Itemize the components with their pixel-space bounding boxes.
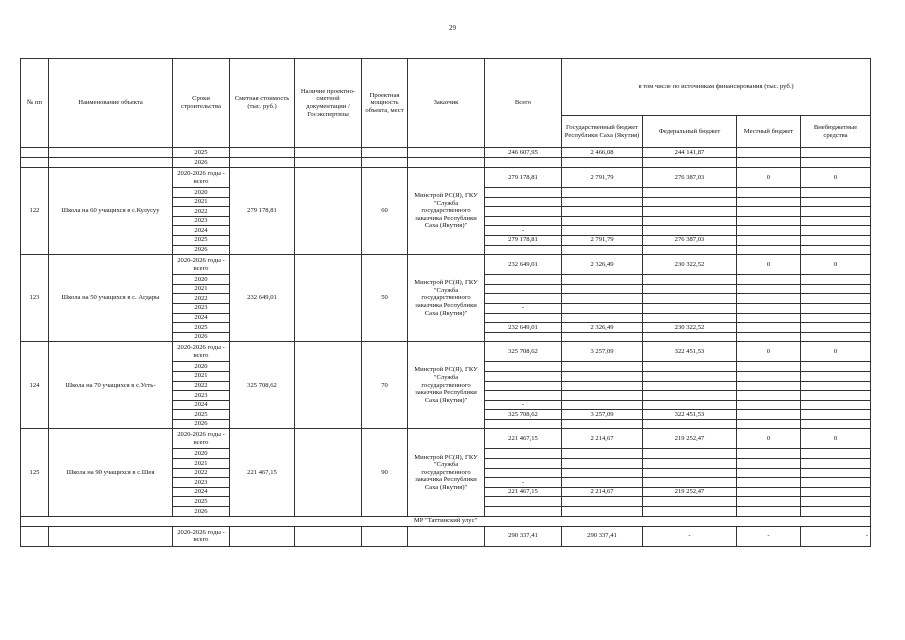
local-cell [737,332,801,342]
cell-customer [408,158,485,168]
state-cell [562,507,643,517]
local-cell [737,419,801,429]
extra-cell [801,487,871,497]
local-cell [737,207,801,217]
federal-cell [643,497,737,507]
total-cell [485,197,562,207]
cell-docs [295,526,362,546]
cell-name [49,158,173,168]
cell-cost [230,158,295,168]
cell-docs [295,148,362,158]
extra-cell [801,284,871,294]
local-cell [737,487,801,497]
header-num: № пп [21,59,49,148]
federal-cell [643,294,737,304]
state-cell [562,313,643,323]
cell-name [49,148,173,158]
federal-cell [643,459,737,469]
federal-cell [643,332,737,342]
extra-cell [801,303,871,313]
table-row [21,255,871,275]
local-cell [737,303,801,313]
state-cell [562,303,643,313]
year-cell: 2025 [173,497,230,507]
year-cell: 2024 [173,400,230,410]
total-cell [485,332,562,342]
local-cell [737,362,801,372]
extra-cell [801,323,871,333]
project-docs [295,429,362,516]
local-cell [737,235,801,245]
total-cell [485,216,562,226]
page-number: 29 [449,24,456,32]
extra-cell [801,158,871,168]
total-cell [485,449,562,459]
project-docs [295,342,362,429]
extra-cell [801,449,871,459]
project-cost: 232 649,01 [230,255,295,342]
federal-cell [643,158,737,168]
project-capacity: 50 [362,255,408,342]
extra-cell [801,468,871,478]
extra-cell [801,216,871,226]
local-cell [737,245,801,255]
header-name: Наименование объекта [49,59,173,148]
cell-num [21,148,49,158]
state-total-cell: 2 326,49 [562,255,643,275]
state-cell [562,419,643,429]
total-cell [485,188,562,198]
total-cell: - [485,478,562,488]
year-cell: 2024 [173,487,230,497]
total-cell: - [485,226,562,236]
project-customer: Минстрой РС(Я), ГКУ "Служба государственного заказчика Республики Саха (Якутия)" [408,429,485,516]
total-cell [485,207,562,217]
federal-cell: 276 387,03 [643,235,737,245]
total-total-cell: 232 649,01 [485,255,562,275]
state-cell: 2 466,08 [562,148,643,158]
state-cell [562,216,643,226]
federal-cell [643,226,737,236]
federal-cell [643,419,737,429]
state-total-cell: 2 791,79 [562,168,643,188]
year-cell: 2026 [173,332,230,342]
state-cell [562,197,643,207]
state-total-cell: 3 257,09 [562,342,643,362]
table-row [21,158,871,168]
federal-total-cell: 276 387,03 [643,168,737,188]
federal-cell [643,362,737,372]
year-cell: 2023 [173,303,230,313]
state-cell [562,449,643,459]
project-docs [295,255,362,342]
local-total-cell: 0 [737,429,801,449]
local-cell [737,478,801,488]
table-row [21,526,871,546]
cell-num [21,158,49,168]
state-cell: 3 257,09 [562,410,643,420]
local-cell [737,158,801,168]
year-cell: 2023 [173,391,230,401]
cell-customer [408,148,485,158]
federal-cell [643,371,737,381]
extra-cell [801,148,871,158]
total-cell: 279 178,81 [485,235,562,245]
total-cell [485,294,562,304]
local-cell [737,188,801,198]
federal-total-cell: 230 322,52 [643,255,737,275]
total-cell: 246 607,95 [485,148,562,158]
total-total-cell: 325 708,62 [485,342,562,362]
year-cell: 2024 [173,226,230,236]
extra-cell [801,497,871,507]
federal-total-cell: 219 252,47 [643,429,737,449]
total-label: 2020-2026 годы - всего [173,342,230,362]
local-cell [737,226,801,236]
state-cell [562,497,643,507]
federal-cell [643,245,737,255]
extra-cell [801,507,871,517]
cell-docs [295,158,362,168]
project-capacity: 70 [362,342,408,429]
project-num: 125 [21,429,49,516]
total-cell: 325 708,62 [485,410,562,420]
federal-cell [643,188,737,198]
year-cell: 2026 [173,245,230,255]
local-total-cell: 0 [737,342,801,362]
extra-total-cell: 0 [801,429,871,449]
local-cell [737,197,801,207]
year-cell: 2025 [173,410,230,420]
project-name: Школа на 70 учащихся в с.Усть- [49,342,173,429]
state-cell [562,275,643,285]
federal-cell [643,313,737,323]
total-total-cell: 221 467,15 [485,429,562,449]
year-cell: 2022 [173,294,230,304]
year-cell: 2022 [173,207,230,217]
extra-cell [801,419,871,429]
year-cell: 2020 [173,449,230,459]
local-cell [737,449,801,459]
project-cost: 279 178,81 [230,168,295,255]
total-cell [485,158,562,168]
total-cell [485,507,562,517]
extra-cell [801,207,871,217]
total-cell [485,313,562,323]
year-cell: 2022 [173,381,230,391]
state-cell [562,294,643,304]
federal-cell [643,391,737,401]
extra-cell [801,313,871,323]
header-state: Государственный бюджет Республики Саха (Якутия) [562,116,643,148]
local-cell [737,400,801,410]
federal-cell [643,478,737,488]
header-capacity: Проектная мощность объекта, мест [362,59,408,148]
cell-cost [230,148,295,158]
extra-cell: - [801,526,871,546]
table-row [21,148,871,158]
project-name: Школа на 50 учащихся в с. Агдары [49,255,173,342]
project-num: 123 [21,255,49,342]
state-cell [562,459,643,469]
year-cell: 2023 [173,478,230,488]
total-cell [485,468,562,478]
total-cell [485,381,562,391]
total-label: 2020-2026 годы - всего [173,429,230,449]
extra-cell [801,391,871,401]
total-cell: 221 467,15 [485,487,562,497]
local-cell [737,284,801,294]
year-cell: 2026 [173,419,230,429]
project-capacity: 90 [362,429,408,516]
extra-cell [801,188,871,198]
financing-table [20,58,871,547]
state-cell [562,332,643,342]
project-num: 122 [21,168,49,255]
project-customer: Минстрой РС(Я), ГКУ "Служба государственного заказчика Республики Саха (Якутия)" [408,255,485,342]
extra-cell [801,294,871,304]
federal-cell [643,275,737,285]
state-cell [562,478,643,488]
table-row [21,168,871,188]
extra-cell [801,381,871,391]
federal-cell [643,216,737,226]
year-cell: 2021 [173,371,230,381]
federal-cell [643,381,737,391]
local-total-cell: 0 [737,255,801,275]
extra-total-cell: 0 [801,342,871,362]
extra-total-cell: 0 [801,255,871,275]
federal-cell: 244 141,87 [643,148,737,158]
extra-cell [801,410,871,420]
state-cell [562,391,643,401]
federal-cell: 322 451,53 [643,410,737,420]
federal-cell: 230 322,52 [643,323,737,333]
local-cell [737,313,801,323]
local-cell [737,507,801,517]
total-cell: - [485,303,562,313]
cell-name [49,526,173,546]
header-docs: Наличие проектно-сметной документации /Госэкспертизы [295,59,362,148]
cell-capacity [362,526,408,546]
extra-cell [801,226,871,236]
header-terms: Сроки строительства [173,59,230,148]
local-cell [737,459,801,469]
cell-cost [230,526,295,546]
project-cost: 325 708,62 [230,342,295,429]
local-cell [737,391,801,401]
project-customer: Минстрой РС(Я), ГКУ "Служба государственного заказчика Республики Саха (Якутия)" [408,342,485,429]
local-cell [737,381,801,391]
extra-cell [801,332,871,342]
extra-cell [801,235,871,245]
state-cell: 2 791,79 [562,235,643,245]
federal-cell [643,284,737,294]
federal-cell [643,468,737,478]
project-name: Школа на 90 учащихся в с.Шея [49,429,173,516]
local-cell [737,216,801,226]
cell-customer [408,526,485,546]
total-cell [485,284,562,294]
header-sources: в том числе по источникам финансирования (тыс. руб.) [562,59,871,116]
total-cell [485,275,562,285]
state-cell [562,362,643,372]
header-local: Местный бюджет [737,116,801,148]
total-total-cell: 279 178,81 [485,168,562,188]
project-name: Школа на 60 учащихся в с.Кулусуу [49,168,173,255]
year-cell: 2020 [173,275,230,285]
state-cell [562,226,643,236]
local-cell [737,275,801,285]
local-cell: - [737,526,801,546]
local-cell [737,294,801,304]
year-cell: 2025 [173,148,230,158]
project-docs [295,168,362,255]
total-cell [485,362,562,372]
total-cell [485,459,562,469]
cell-capacity [362,158,408,168]
extra-cell [801,275,871,285]
local-cell [737,410,801,420]
total-cell [485,371,562,381]
year-cell: 2021 [173,284,230,294]
project-customer: Минстрой РС(Я), ГКУ "Служба государственного заказчика Республики Саха (Якутия)" [408,168,485,255]
state-cell: 290 337,41 [562,526,643,546]
year-cell: 2026 [173,158,230,168]
local-total-cell: 0 [737,168,801,188]
federal-cell [643,303,737,313]
extra-cell [801,197,871,207]
total-label: 2020-2026 годы - всего [173,526,230,546]
local-cell [737,371,801,381]
state-cell [562,158,643,168]
local-cell [737,468,801,478]
state-cell: 2 326,49 [562,323,643,333]
local-cell [737,148,801,158]
cell-num [21,526,49,546]
state-cell [562,400,643,410]
header-extra: Внебюджетные средства [801,116,871,148]
header-federal: Федеральный бюджет [643,116,737,148]
project-capacity: 60 [362,168,408,255]
header-cost: Сметная стоимость (тыс. руб.) [230,59,295,148]
total-label: 2020-2026 годы - всего [173,168,230,188]
section-title: МР "Таттинский улус" [21,516,871,526]
federal-cell [643,449,737,459]
project-num: 124 [21,342,49,429]
local-cell [737,497,801,507]
table-row [21,516,871,526]
year-cell: 2022 [173,468,230,478]
total-cell [485,245,562,255]
extra-total-cell: 0 [801,168,871,188]
extra-cell [801,245,871,255]
year-cell: 2023 [173,216,230,226]
total-cell: - [485,400,562,410]
federal-cell [643,507,737,517]
table-row [21,429,871,449]
header-customer: Заказчик [408,59,485,148]
total-cell [485,419,562,429]
state-cell [562,371,643,381]
year-cell: 2020 [173,188,230,198]
state-cell [562,207,643,217]
total-cell: 290 337,41 [485,526,562,546]
year-cell: 2025 [173,235,230,245]
year-cell: 2024 [173,313,230,323]
year-cell: 2026 [173,507,230,517]
header-total: Всего [485,59,562,148]
state-cell [562,245,643,255]
total-cell [485,497,562,507]
extra-cell [801,459,871,469]
federal-cell: 219 252,47 [643,487,737,497]
federal-cell: - [643,526,737,546]
federal-cell [643,207,737,217]
cell-capacity [362,148,408,158]
year-cell: 2025 [173,323,230,333]
total-cell: 232 649,01 [485,323,562,333]
total-cell [485,391,562,401]
project-cost: 221 467,15 [230,429,295,516]
local-cell [737,323,801,333]
extra-cell [801,478,871,488]
total-label: 2020-2026 годы - всего [173,255,230,275]
extra-cell [801,362,871,372]
year-cell: 2021 [173,197,230,207]
federal-total-cell: 322 451,53 [643,342,737,362]
state-total-cell: 2 214,67 [562,429,643,449]
state-cell: 2 214,67 [562,487,643,497]
year-cell: 2020 [173,362,230,372]
state-cell [562,381,643,391]
extra-cell [801,400,871,410]
federal-cell [643,400,737,410]
state-cell [562,284,643,294]
extra-cell [801,371,871,381]
year-cell: 2021 [173,459,230,469]
federal-cell [643,197,737,207]
state-cell [562,468,643,478]
table-row [21,342,871,362]
state-cell [562,188,643,198]
